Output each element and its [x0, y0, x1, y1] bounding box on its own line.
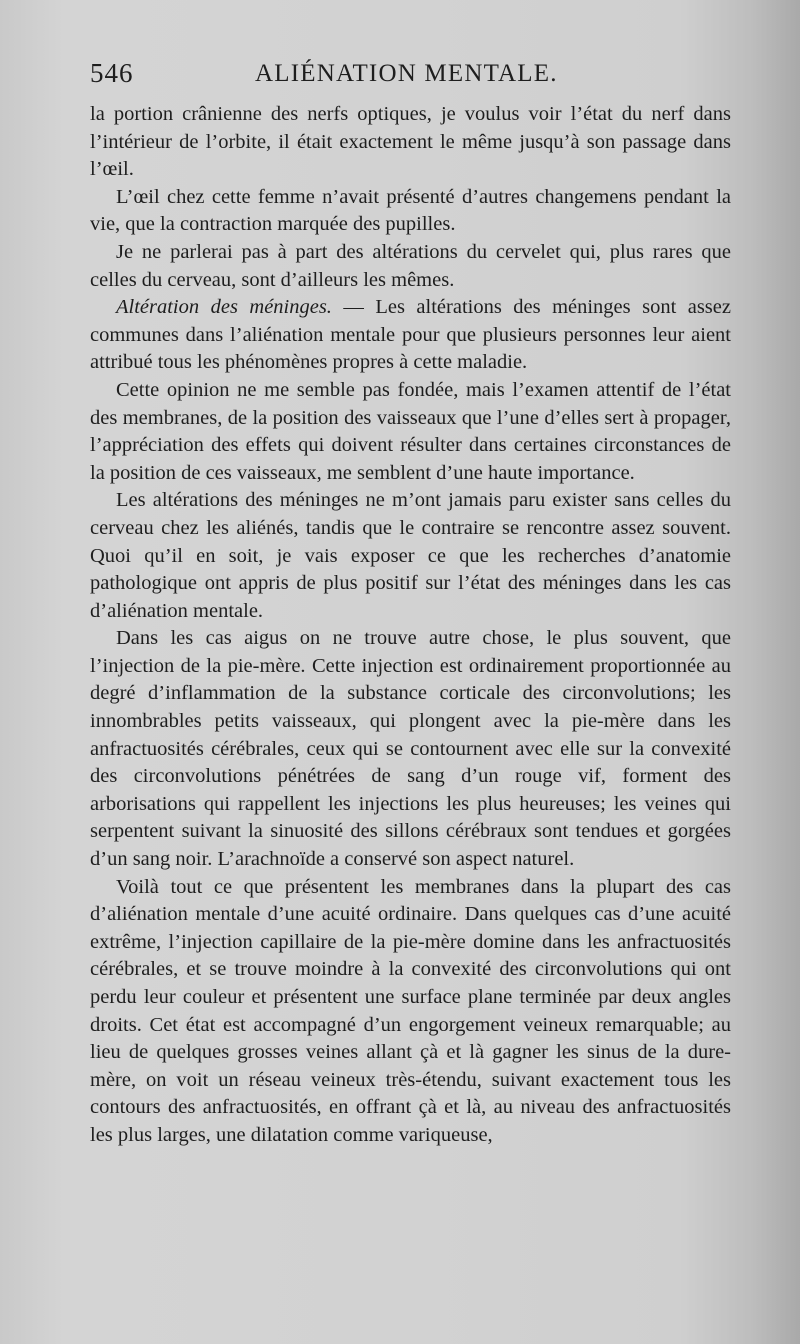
paragraph: [90, 874, 731, 1150]
paragraph-text: la portion crânienne des nerfs optiques, je voulus voir l’état du nerf dans l’intérieur de l’orbite, il était exactement le même jusqu’à son passage dans l’œil.: [90, 103, 731, 181]
paragraph: [90, 377, 731, 487]
page-header: [90, 58, 730, 98]
paragraph-text: L’œil chez cette femme n’avait présenté d’autres changemens pendant la vie, que la contraction marquée des pupilles.: [90, 185, 731, 236]
running-title: ALIÉNATION MENTALE.: [255, 60, 558, 87]
paragraph-text: Voilà tout ce que présentent les membranes dans la plupart des cas d’aliénation mentale d’une acuité ordinaire. Dans quelques cas d’une acuité extrême, l’injection capillaire de la pie-mère domine dans les anfractuosités cérébrales, et se trouve moindre à la convexité des circonvolutions qui ont perdu leur couleur et présentent une surface plane terminée par deux angles droits. Cet état est accompagné d’un engorgement veineux remarquable; au lieu de quelques grosses veines allant çà et là gagner les sinus de la dure-mère, on voit un réseau veineux très-étendu, suivant exactement tous les contours des anfractuosités, en offrant çà et là, au niveau des anfractuosités les plus larges, une dilatation comme variqueuse,: [90, 875, 731, 1146]
section-paragraph: [90, 294, 731, 377]
paragraph: [90, 625, 731, 873]
body-text: [90, 101, 731, 1150]
paragraph: [90, 184, 731, 239]
paragraph-text: Je ne parlerai pas à part des altérations du cervelet qui, plus rares que celles du cerveau, sont d’ailleurs les mêmes.: [90, 240, 731, 291]
paragraph-continuation: [90, 101, 731, 184]
paragraph-text: Dans les cas aigus on ne trouve autre chose, le plus souvent, que l’injection de la pie-mère. Cette injection est ordinairement proportionnée au degré d’inflammation de la substance corticale des circonvolutions; les innombrables petits vaisseaux, qui plongent avec la pie-mère dans les anfractuosités cérébrales, ceux qui se contournent avec elle sur la convexité des circonvolutions pénétrées de sang d’un rouge vif, forment des arborisations qui rappellent les injections les plus heureuses; les veines qui serpentent suivant la sinuosité des sillons cérébraux sont tendues et gorgées d’un sang noir. L’arachnoïde a conservé son aspect naturel.: [90, 627, 731, 871]
section-heading: Altération des méninges.: [116, 296, 332, 319]
paragraph-text: Les altérations des méninges ne m’ont jamais paru exister sans celles du cerveau chez les aliénés, tandis que le contraire se rencontre assez souvent. Quoi qu’il en soit, je vais exposer ce que les recherches d’anatomie pathologique ont appris de plus positif sur l’état des méninges dans les cas d’aliénation mentale.: [90, 489, 731, 622]
page-number: 546: [90, 58, 134, 88]
paragraph-text: — Les altérations des méninges sont assez communes dans l’aliénation mentale pour que plusieurs personnes leur aient attribué tous les phénomènes propres à cette maladie.: [90, 296, 731, 374]
paragraph: [90, 239, 731, 294]
paragraph: [90, 487, 731, 625]
paragraph-text: Cette opinion ne me semble pas fondée, mais l’examen attentif de l’état des membranes, de la position des vaisseaux que l’une d’elles sert à propager, l’appréciation des effets qui doivent résulter dans certaines circonstances de la position de ces vaisseaux, me semblent d’une haute importance.: [90, 378, 731, 484]
